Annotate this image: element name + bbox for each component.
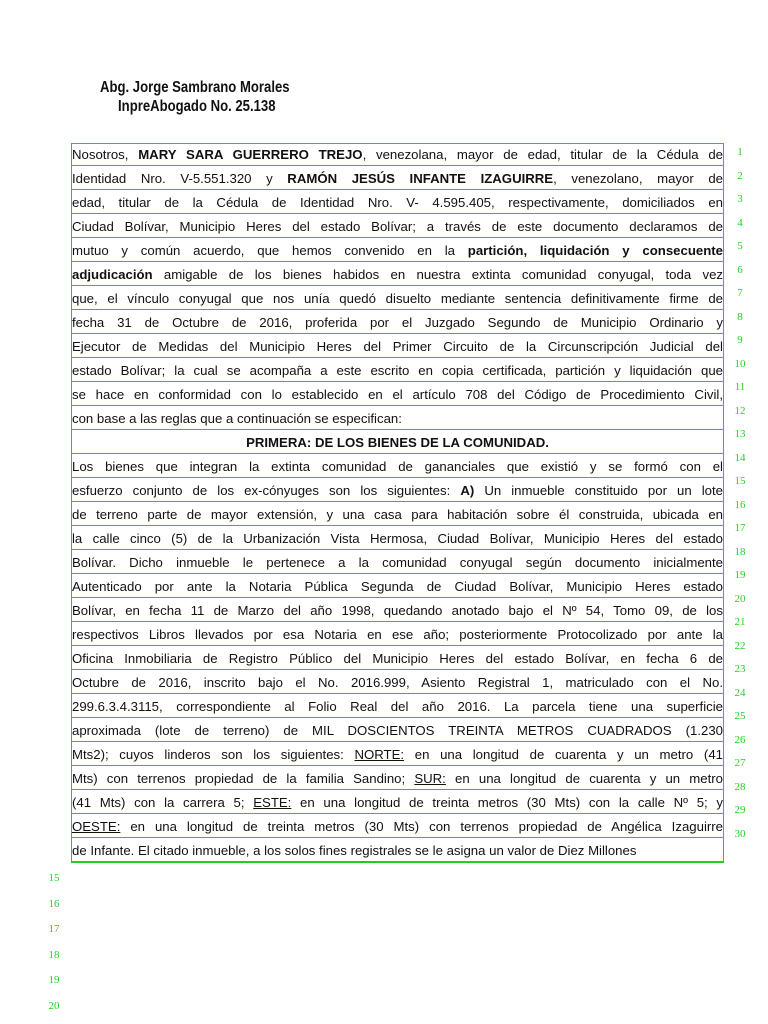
text-run: aproximada (lote de terreno) de MIL DOSCIENTOS TREINTA METROS CUADRADOS (1.230 — [72, 723, 723, 738]
document-line — [71, 191, 724, 214]
text-run: en una longitud de treinta metros (30 Mts) con la calle Nº 5; y — [291, 795, 723, 810]
document-line — [71, 503, 724, 526]
bold-text: MARY SARA GUERRERO TREJO — [138, 147, 363, 162]
line-number: 25 — [734, 710, 746, 722]
line-number: 2 — [737, 169, 743, 182]
text-run: Identidad Nro. V-5.551.320 y — [72, 171, 288, 186]
text-run: en una longitud de treinta metros (30 Mts) con terrenos propiedad de Angélica Izaguirre — [120, 819, 723, 834]
text-run: Autenticado por ante la Notaria Pública Segunda de Ciudad Bolívar, Municipio Heres estado — [72, 579, 723, 594]
document-line — [71, 671, 724, 694]
line-number: 29 — [734, 804, 746, 816]
margin-line-number: 20 — [48, 999, 60, 1012]
line-number: 23 — [734, 663, 746, 675]
line-number: 17 — [734, 522, 746, 534]
text-run: , venezolano, mayor de — [553, 171, 723, 186]
text-run: en una longitud de cuarenta y un metro — [445, 771, 723, 786]
document-line — [71, 767, 724, 790]
text-run: de terreno parte de mayor extensión, y una casa para habitación sobre él construida, ubicada en — [72, 507, 723, 522]
line-number: 26 — [734, 733, 746, 746]
document-line — [71, 527, 724, 550]
line-number: 27 — [734, 757, 746, 769]
line-number: 11 — [734, 381, 746, 393]
document-line — [71, 239, 724, 262]
bold-text: adjudicación — [72, 267, 153, 282]
text-run: 299.6.3.4.3115, correspondiente al Folio Real del año 2016. La parcela tiene una superficie — [72, 699, 723, 714]
document-line — [71, 623, 724, 646]
document-line — [71, 287, 724, 310]
line-number: 6 — [737, 263, 743, 276]
line-number: 7 — [737, 287, 743, 299]
underlined-text: SUR: — [414, 771, 446, 786]
text-run: Mts2); cuyos linderos son los siguientes: — [72, 747, 355, 762]
document-line — [71, 431, 724, 454]
text-run: Bolívar, en fecha 11 de Marzo del año 1998, quedando anotado bajo el Nº 54, Tomo 09, de los — [72, 603, 723, 618]
underlined-text: OESTE: — [72, 819, 121, 834]
document-line — [71, 695, 724, 718]
document-line — [71, 791, 724, 814]
line-number: 10 — [734, 357, 746, 370]
bold-text: partición, liquidación y consecuente — [467, 243, 723, 258]
document-line — [71, 815, 724, 838]
document-line — [71, 839, 724, 862]
document-line — [71, 383, 724, 406]
lawyer-name: Abg. Jorge Sambrano Morales — [100, 79, 290, 96]
line-number: 24 — [734, 686, 746, 699]
document-line — [71, 599, 724, 622]
line-number: 1 — [737, 146, 743, 158]
line-number: 28 — [734, 780, 746, 793]
text-run: estado Bolívar; la cual se acompaña a este escrito en copia certificada, partición y liquidación que — [72, 363, 723, 378]
line-number: 13 — [734, 428, 746, 440]
underlined-text: NORTE: — [354, 747, 405, 762]
document-line — [71, 647, 724, 670]
margin-line-number: 17 — [48, 923, 60, 935]
document-line — [71, 455, 724, 478]
document-line — [71, 263, 724, 286]
line-number: 30 — [734, 827, 746, 840]
text-run: fecha 31 de Octubre de 2016, proferida por el Juzgado Segundo de Municipio Ordinario y — [72, 315, 723, 330]
text-run: con base a las reglas que a continuación se especifican: — [72, 411, 402, 426]
document-line — [71, 719, 724, 742]
text-run: en una longitud de cuarenta y un metro (41 — [404, 747, 723, 762]
line-number: 3 — [737, 193, 743, 205]
text-run: , venezolana, mayor de edad, titular de la Cédula de — [362, 147, 723, 162]
text-run: que, el vínculo conyugal que nos unía quedó disuelto mediante sentencia definitivamente firme de — [72, 291, 723, 306]
line-number: 5 — [737, 240, 743, 252]
text-run: edad, titular de la Cédula de Identidad Nro. V- 4.595.405, respectivamente, domiciliados en — [72, 195, 723, 210]
bold-text: RAMÓN JESÚS INFANTE IZAGUIRRE — [287, 171, 554, 186]
text-run: Ciudad Bolívar, Municipio Heres del estado Bolívar; a través de este documento declaramos de — [72, 219, 723, 234]
text-run: Oficina Inmobiliaria de Registro Público del Municipio Heres del estado Bolívar, en fecha 6 de — [72, 651, 723, 666]
underlined-text: ESTE: — [253, 795, 292, 810]
bold-text: A) — [460, 483, 475, 498]
text-run: esfuerzo conjunto de los ex-cónyuges son los siguientes: — [72, 483, 461, 498]
text-run: Nosotros, — [72, 147, 139, 162]
margin-line-number: 15 — [48, 872, 60, 884]
line-number: 8 — [737, 310, 743, 323]
document-line — [71, 335, 724, 358]
document-line — [71, 143, 724, 166]
inpreabogado-number: InpreAbogado No. 25.138 — [118, 98, 276, 115]
margin-line-number: 19 — [48, 974, 60, 986]
line-number: 21 — [734, 616, 746, 628]
line-number: 15 — [734, 475, 746, 487]
document-line — [71, 479, 724, 502]
text-run: se hace en conformidad con lo establecido en el artículo 708 del Código de Procedimiento Civil, — [72, 387, 723, 402]
text-run: Mts) con terrenos propiedad de la familia Sandino; — [72, 771, 415, 786]
margin-line-number: 18 — [48, 948, 60, 961]
line-number: 16 — [734, 498, 746, 511]
line-number: 9 — [737, 334, 743, 346]
document-line — [71, 215, 724, 238]
line-number: 4 — [737, 216, 743, 229]
document-line — [71, 359, 724, 382]
text-run: mutuo y común acuerdo, que hemos convenido en la — [72, 243, 468, 258]
line-number: 12 — [734, 404, 746, 417]
line-number: 20 — [734, 592, 746, 605]
text-run: (41 Mts) con la carrera 5; — [72, 795, 254, 810]
text-run: Un inmueble constituido por un lote — [474, 483, 723, 498]
document-line — [71, 167, 724, 190]
text-run: respectivos Libros llevados por esa Notaria en ese año; posteriormente Protocolizado por ante la — [72, 627, 723, 642]
document-line — [71, 311, 724, 334]
text-run: amigable de los bienes habidos en nuestra extinta comunidad conyugal, toda vez — [152, 267, 723, 282]
line-number: 19 — [734, 569, 746, 581]
text-run: Bolívar. Dicho inmueble le pertenece a la comunidad conyugal según documento inicialmente — [72, 555, 723, 570]
document-line — [71, 575, 724, 598]
document-line — [71, 743, 724, 766]
margin-line-number: 16 — [48, 897, 60, 910]
text-run: Los bienes que integran la extinta comunidad de gananciales que existió y se formó con el — [72, 459, 723, 474]
line-number: 14 — [734, 451, 746, 464]
letterhead — [100, 78, 313, 116]
text-run: de Infante. El citado inmueble, a los solos fines registrales se le asigna un valor de Diez Millones — [72, 843, 637, 858]
bold-text: PRIMERA: DE LOS BIENES DE LA COMUNIDAD. — [246, 435, 549, 450]
text-run: Octubre de 2016, inscrito bajo el No. 2016.999, Asiento Registral 1, matriculado con el No. — [72, 675, 723, 690]
document-line — [71, 407, 724, 430]
document-line — [71, 551, 724, 574]
line-number: 18 — [734, 545, 746, 558]
line-number: 22 — [734, 639, 746, 652]
text-run: Ejecutor de Medidas del Municipio Heres del Primer Circuito de la Circunscripción Judicial del — [72, 339, 723, 354]
text-run: la calle cinco (5) de la Urbanización Vista Hermosa, Ciudad Bolívar, Municipio Heres del estado — [72, 531, 723, 546]
